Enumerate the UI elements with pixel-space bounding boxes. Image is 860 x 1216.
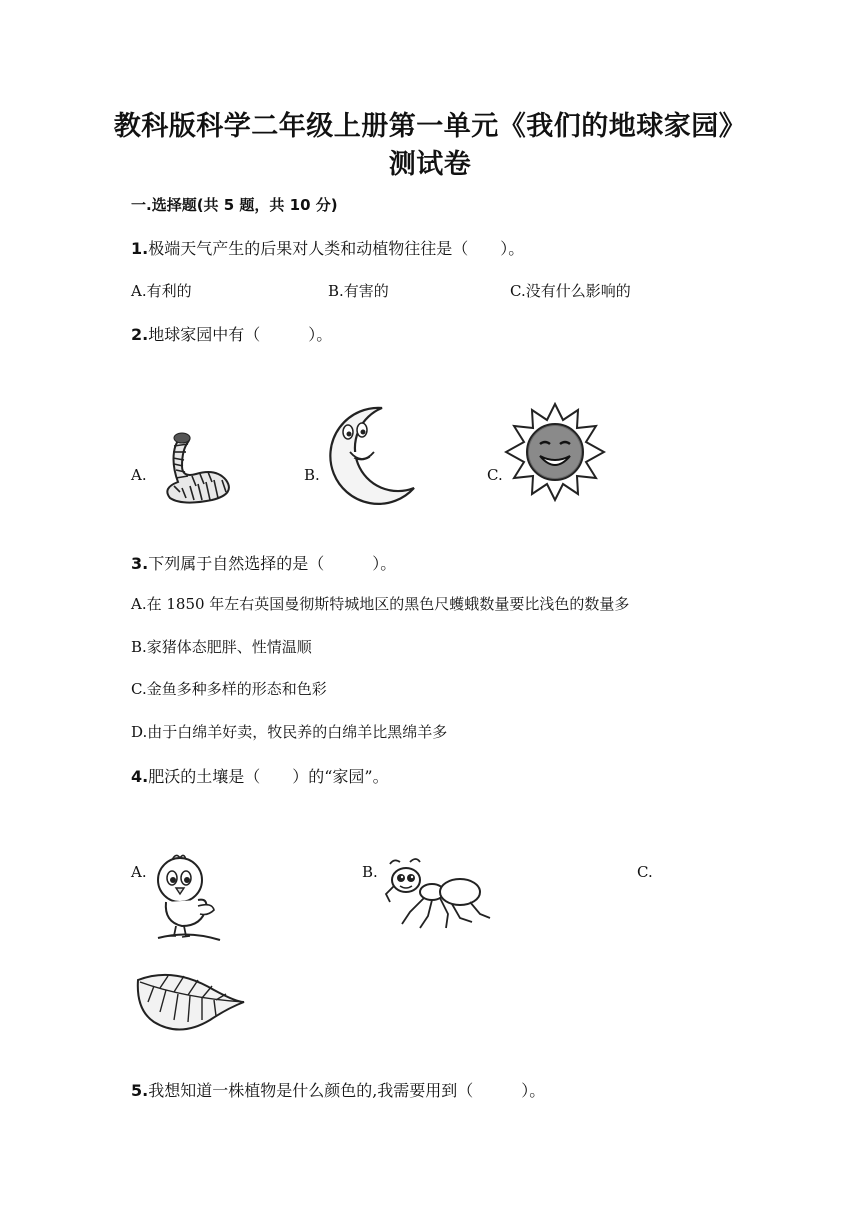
page-title: 教科版科学二年级上册第一单元《我们的地球家园》 [113, 111, 747, 142]
q3-option-a: A.在 1850 年左右英国曼彻斯特城地区的黑色尺蠖蛾数量要比浅色的数量多 [131, 595, 630, 613]
section-heading: 一.选择题(共 5 题，共 10 分) [131, 196, 338, 214]
q2-option-a: A. [131, 466, 147, 484]
question-number: 3. [131, 554, 149, 573]
leaf-icon [134, 968, 246, 1034]
smiling-sun-icon [504, 402, 606, 502]
page-subtitle: 测试卷 [388, 149, 472, 180]
question-text: 我想知道一株植物是什么颜色的,我需要用到（ ）。 [148, 1081, 546, 1100]
q2-option-c: C. [487, 466, 503, 484]
question-1 [131, 236, 524, 259]
ant-icon [380, 856, 492, 934]
question-text: 肥沃的土壤是（ ）的“家园”。 [148, 767, 389, 786]
question-3 [131, 551, 396, 574]
question-text: 地球家园中有（ ）。 [148, 325, 333, 344]
chick-icon [148, 850, 224, 946]
question-text: 极端天气产生的后果对人类和动植物往往是（ ）。 [148, 239, 525, 258]
question-number: 1. [131, 239, 149, 258]
question-2 [131, 322, 332, 345]
earthworm-icon [152, 430, 242, 506]
q1-option-a: A.有利的 [131, 282, 192, 300]
question-5 [131, 1078, 545, 1101]
q3-option-b: B.家猪体态肥胖、性情温顺 [131, 638, 312, 656]
question-4 [131, 764, 389, 787]
question-number: 2. [131, 325, 149, 344]
question-number: 4. [131, 767, 149, 786]
q4-option-a: A. [131, 863, 147, 881]
question-number: 5. [131, 1081, 149, 1100]
question-text: 下列属于自然选择的是（ ）。 [148, 554, 397, 573]
q4-option-c: C. [637, 863, 653, 881]
q4-option-b: B. [362, 863, 378, 881]
q1-option-b: B.有害的 [328, 282, 389, 300]
q3-option-d: D.由于白绵羊好卖，牧民养的白绵羊比黑绵羊多 [131, 723, 448, 741]
crescent-moon-icon [320, 402, 420, 506]
q3-option-c: C.金鱼多种多样的形态和色彩 [131, 680, 327, 698]
q2-option-b: B. [304, 466, 320, 484]
q1-option-c: C.没有什么影响的 [510, 282, 631, 300]
